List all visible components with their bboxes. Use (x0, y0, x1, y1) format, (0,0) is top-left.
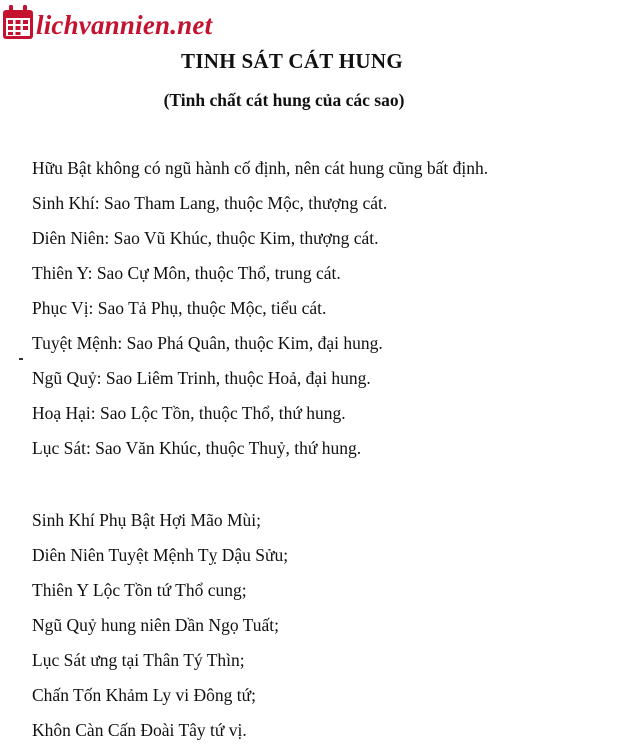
page-subtitle: (Tinh chất cát hung của các sao) (163, 90, 405, 110)
logo-text: lichvannien.net (36, 9, 213, 40)
verse-list (32, 510, 288, 755)
star-line: Tuyệt Mệnh: Sao Phá Quân, thuộc Kim, đại hung. (32, 333, 383, 353)
star-line: Phục Vị: Sao Tả Phụ, thuộc Mộc, tiểu cát. (32, 298, 327, 318)
star-line: Diên Niên: Sao Vũ Khúc, thuộc Kim, thượng cát. (32, 228, 379, 248)
star-list (32, 158, 488, 473)
verse-line: Ngũ Quỷ hung niên Dần Ngọ Tuất; (32, 615, 279, 635)
star-line: Sinh Khí: Sao Tham Lang, thuộc Mộc, thượng cát. (32, 193, 388, 213)
margin-mark (19, 358, 23, 360)
verse-line: Chấn Tốn Khảm Ly vi Đông tứ; (32, 685, 257, 705)
site-logo[interactable] (2, 2, 212, 42)
page-title (0, 49, 580, 74)
verse-line: Khôn Càn Cấn Đoài Tây tứ vị. (32, 720, 247, 740)
verse-line: Sinh Khí Phụ Bật Hợi Mão Mùi; (32, 510, 261, 530)
star-line: Thiên Y: Sao Cự Môn, thuộc Thổ, trung cát. (32, 263, 341, 283)
star-line: Hữu Bật không có ngũ hành cố định, nên cát hung cũng bất định. (32, 158, 489, 178)
page-title-text: TINH SÁT CÁT HUNG (181, 49, 403, 73)
verse-line: Lục Sát ưng tại Thân Tý Thìn; (32, 650, 245, 670)
star-line: Lục Sát: Sao Văn Khúc, thuộc Thuỷ, thứ hung. (32, 438, 362, 458)
star-line: Ngũ Quỷ: Sao Liêm Trinh, thuộc Hoả, đại hung. (32, 368, 371, 388)
verse-line: Diên Niên Tuyệt Mệnh Tỵ Dậu Sửu; (32, 545, 289, 565)
star-line: Hoạ Hại: Sao Lộc Tồn, thuộc Thổ, thứ hung. (32, 403, 346, 423)
verse-line: Thiên Y Lộc Tồn tứ Thổ cung; (32, 580, 247, 600)
calendar-icon (2, 4, 34, 40)
